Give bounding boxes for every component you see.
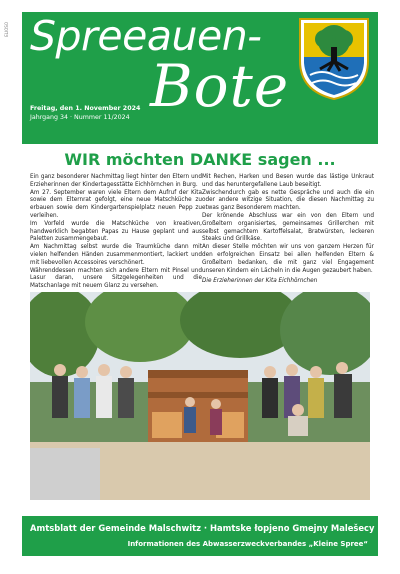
footer-title: Amtsblatt der Gemeinde Malschwitz · Hamtske łopjeno Gmejny Malešecy: [30, 523, 375, 533]
article-column-right: [202, 174, 374, 286]
side-mark: ELIOSO: [4, 22, 9, 37]
issue-volume: Jahrgang 34 · Nummer 11/2024: [30, 114, 130, 121]
issue-date: Freitag, den 1. November 2024: [30, 105, 141, 112]
paragraph: Am 27. September waren viele Eltern dem Aufruf der Kita sowie dem Elternrat gefolgt, eine neue Matschküche zu erbauen sowie dem Kindergartenspielplatz neuen Pepp zu verleihen.: [30, 189, 202, 219]
masthead-title-line2: Bote: [150, 52, 290, 120]
article-headline: WIR möchten DANKE sagen ...: [64, 150, 336, 169]
coat-of-arms-icon: [298, 17, 370, 101]
footer-banner: [22, 516, 378, 556]
paragraph: Mit Rechen, Harken und Besen wurde das lästige Unkraut und das heruntergefallene Laub beseitigt.: [202, 174, 374, 188]
paragraph: Im Vorfeld wurde die Matschküche von kreativen, handwerklich begabten Papas zu Hause geplant und aus Paletten zusammengebaut.: [30, 220, 202, 243]
masthead-title-line1: Spreeauen-: [30, 12, 262, 60]
masthead: [22, 12, 378, 144]
group-photo: [30, 292, 370, 500]
paragraph: Zwischendurch gab es nette Gespräche und auch die ein oder andere witzige Situation, die diesen Nachmittag zu etwas ganz Besonderem machten.: [202, 189, 374, 212]
paragraph: An dieser Stelle möchten wir uns von ganzem Herzen für den erfolgreichen Einsatz bei allen helfenden Eltern & Großeltern bedanken, die mit ganz viel Engagement unseren Kindern ein Lächeln in die Augen gezaubert haben.: [202, 244, 374, 274]
paragraph: Währenddessen machten sich andere Eltern mit Pinsel und Lasur daran, unsere Sitzgelegenheiten und die Matschanlage mit neuem Glanz zu versehen.: [30, 267, 202, 290]
paragraph: Der krönende Abschluss war ein von den Eltern und Großeltern organisiertes, gemeinsames Grillerchen mit selbst gemachtem Kartoffelsalat, Bratwürsten, leckeren Steaks und Grillkäse.: [202, 212, 374, 243]
footer-subtitle: Informationen des Abwasserzweckverbandes „Kleine Spree“: [127, 540, 368, 548]
paragraph: Ein ganz besonderer Nachmittag liegt hinter den Eltern und Erzieherinnen der Kindertagesstätte Eichhörnchen in Burg.: [30, 174, 202, 188]
issue-info: [30, 104, 140, 122]
paragraph: Am Nachmittag selbst wurde die Traumküche dann mit vielen helfenden Händen zusammenmontiert, lackiert und mit liebevollen Accessoires verschönert.: [30, 244, 202, 266]
article-signature: Die Erzieherinnen der Kita Eichhörnchen: [202, 278, 318, 285]
article-column-left: [30, 174, 202, 291]
